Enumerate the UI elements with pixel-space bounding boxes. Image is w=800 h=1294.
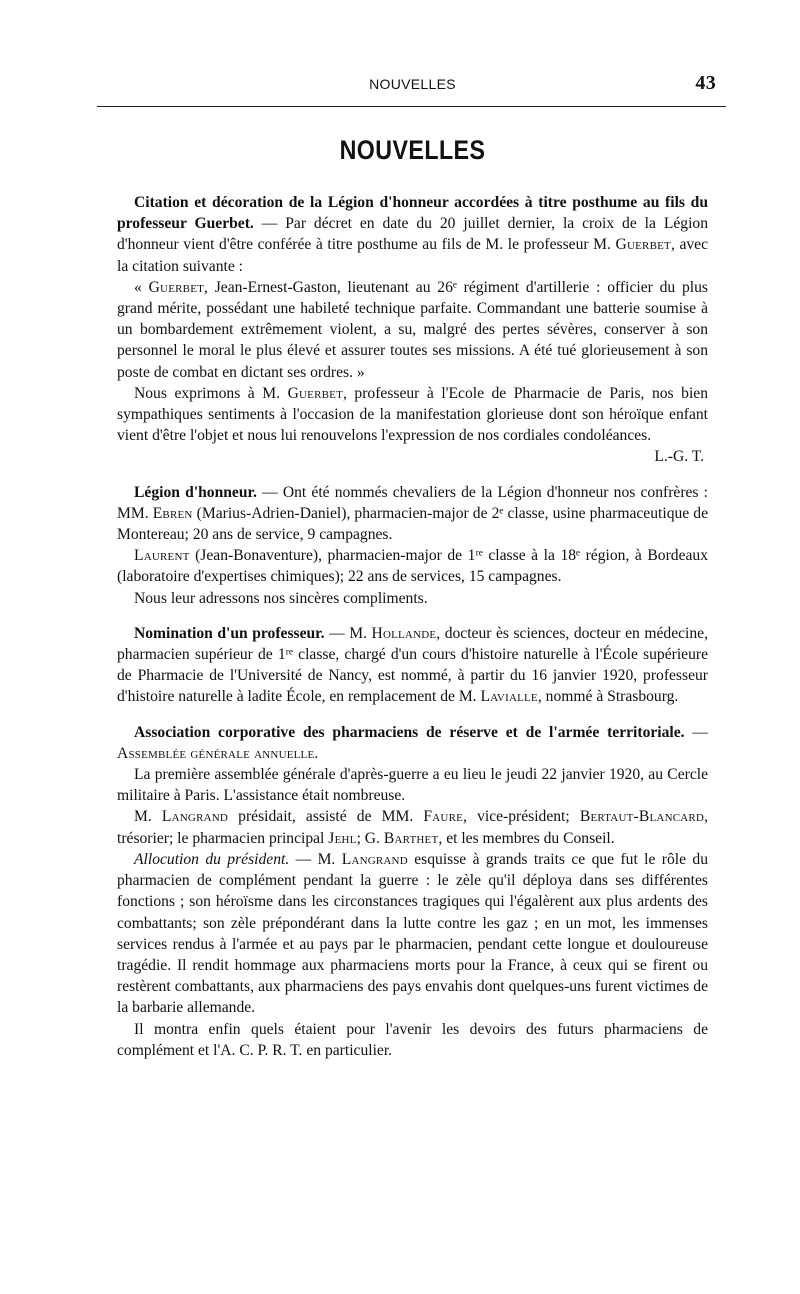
- running-header: [117, 70, 716, 94]
- nomination-heading: Nomination d'un professeur.: [134, 624, 325, 642]
- association-paragraph-1: La première assemblée générale d'après-guerre a eu lieu le jeudi 22 janvier 1920, au Cercle militaire à Paris. L'assistance était nombreuse.: [117, 766, 708, 805]
- section-legion: [117, 482, 708, 609]
- association-heading-line: Association corporative des pharmaciens de réserve et de l'armée territoriale. — Assemblée générale annuelle.: [117, 723, 708, 762]
- citation-paragraph-1: Citation et décoration de la Légion d'honneur accordées à titre posthume au fils du professeur Guerbet. — Par décret en date du 20 juillet dernier, la croix de la Légion d'honneur vient d'être conférée à titre posthume au fils de M. le professeur M. Guerbet, avec la citation suivante :: [117, 194, 708, 275]
- section-nomination: [117, 623, 708, 708]
- allocution-subheading: Allocution du président.: [134, 850, 290, 868]
- legion-paragraph-1: Légion d'honneur. — Ont été nommés chevaliers de la Légion d'honneur nos confrères : MM. Ebren (Marius-Adrien-Daniel), pharmacien-major de 2ᵉ classe, usine pharmaceutique de Montereau; 20 ans de service, 9 campagnes.: [117, 483, 708, 544]
- running-title: NOUVELLES: [369, 76, 456, 92]
- legion-paragraph-2: Laurent (Jean-Bonaventure), pharmacien-major de 1ʳᵉ classe à la 18ᵉ région, à Bordeaux (laboratoire d'expertises chimiques); 22 ans de services, 15 campagnes.: [117, 547, 708, 586]
- association-heading: Association corporative des pharmaciens de réserve et de l'armée territoriale.: [134, 723, 685, 741]
- association-paragraph-3: Allocution du président. — M. Langrand esquisse à grands traits ce que fut le rôle du pharmacien de complément pendant la guerre : le zèle qu'il déploya dans ses différentes fonctions ; son héroïsme dans les circonstances tragiques qui l'égalèrent aux plus ardents des combattants; son zèle prépondérant dans la lutte contre les gaz ; en un mot, les immenses services rendus à l'armée et au pays par le pharmacien, pendant cette longue et douloureuse tragédie. Il rendit hommage aux pharmaciens morts pour la France, à ceux qui se firent ou restèrent combattants, aux pharmaciens des pays envahis dont quelques-uns furent victimes de la barbarie allemande.: [117, 850, 708, 1017]
- section-association: [117, 722, 708, 1061]
- header-rule: [97, 106, 726, 107]
- association-paragraph-4: Il montra enfin quels étaient pour l'avenir les devoirs des futurs pharmaciens de complément et l'A. C. P. R. T. en particulier.: [117, 1020, 708, 1059]
- legion-heading: Légion d'honneur.: [134, 483, 257, 501]
- citation-paragraph-3: Nous exprimons à M. Guerbet, professeur à l'Ecole de Pharmacie de Paris, nos bien sympathiques sentiments à l'occasion de la manifestation glorieuse dont son héroïque enfant vient d'être l'objet et nous lui renouvelons l'expression de nos cordiales condoléances. L.-G. T.: [117, 383, 708, 468]
- association-paragraph-2: M. Langrand présidait, assisté de MM. Faure, vice-président; Bertaut-Blancard, trésorier; le pharmacien principal Jehl; G. Barthet, et les membres du Conseil.: [117, 808, 708, 847]
- signature: L.-G. T.: [654, 448, 704, 466]
- page-number: 43: [695, 72, 716, 94]
- citation-heading: Citation et décoration de la Légion d'honneur accordées à titre posthume au fils du professeur Guerbet.: [117, 194, 708, 233]
- citation-quote: « Guerbet, Jean-Ernest-Gaston, lieutenant au 26ᵉ régiment d'artillerie : officier du plus grand mérite, possédant une habileté technique parfaite. Commandant une batterie soumise à un bombardement extrêmement violent, a su, malgré des pertes sévères, conserver à son personnel le moral le plus élevé et assurer toutes ses missions. A été tué glorieusement à son poste de combat en dictant ses ordres. »: [117, 278, 708, 381]
- association-subheading: Assemblée générale annuelle.: [117, 744, 319, 762]
- page-title: NOUVELLES: [339, 135, 486, 165]
- legion-paragraph-3: Nous leur adressons nos sincères compliments.: [134, 589, 428, 607]
- nomination-paragraph: Nomination d'un professeur. — M. Hollande, docteur ès sciences, docteur en médecine, pharmacien supérieur de 1ʳᵉ classe, chargé d'un cours d'histoire naturelle à l'École supérieure de Pharmacie de l'Université de Nancy, est nommé, à partir du 16 janvier 1920, professeur d'histoire naturelle à ladite École, en remplacement de M. Lavialle, nommé à Strasbourg.: [117, 624, 708, 706]
- section-citation: [117, 192, 708, 468]
